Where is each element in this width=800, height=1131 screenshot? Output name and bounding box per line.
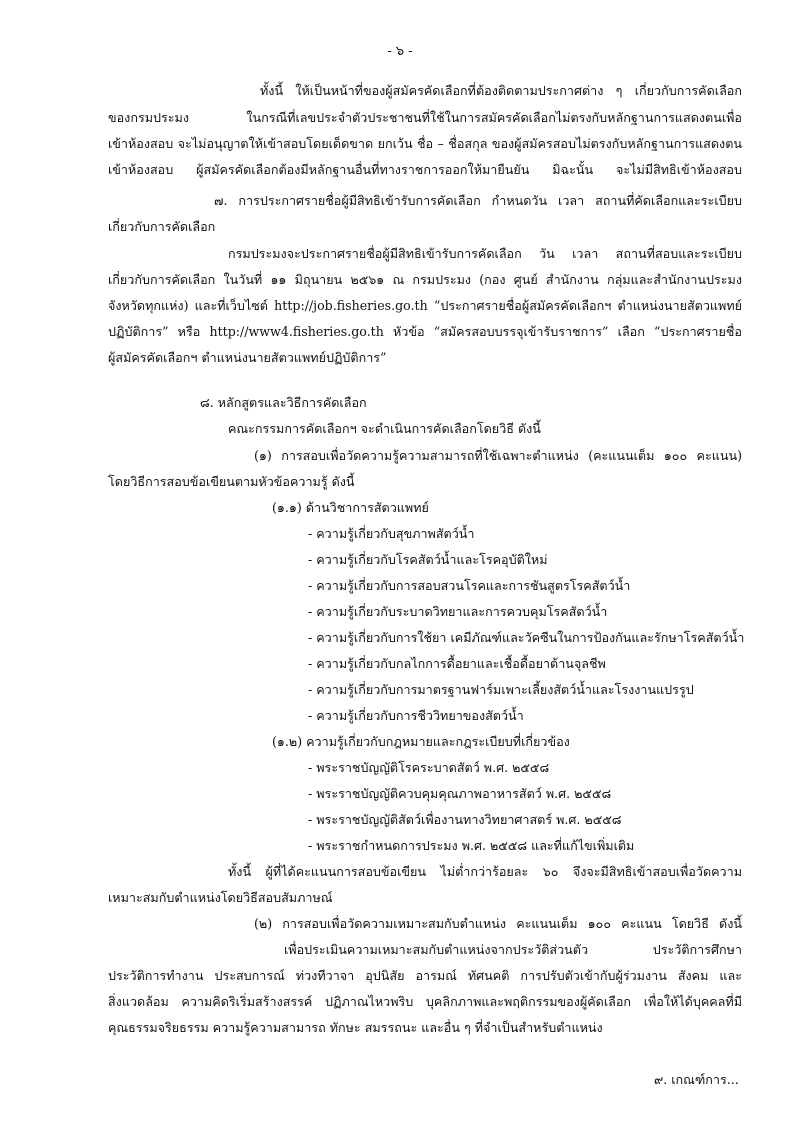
section7-body-line-2: เกี่ยวกับการคัดเลือก ในวันที่ ๑๑ มิถุนายน ๒๕๖๑ ณ กรมประมง (กอง ศูนย์ สำนักงาน กลุ่มและสำนักงานประมง <box>108 272 742 287</box>
part2-line-4: สิ่งแวดล้อม ความคิดริเริ่มสร้างสรรค์ ปฏิภาณไหวพริบ บุคลิกภาพและพฤติกรรมของผู้คัดเลือก เพื่อให้ได้บุคคลที่มี <box>108 994 742 1009</box>
part2-line-1: (๒) การสอบเพื่อวัดความเหมาะสมกับตำแหน่ง คะแนนเต็ม ๑๐๐ คะแนน โดยวิธี ดังนี้ <box>254 916 742 931</box>
section8-heading: ๘. หลักสูตรและวิธีการคัดเลือก <box>200 395 367 410</box>
intro-line-4: เข้าห้องสอบ ผู้สมัครคัดเลือกต้องมีหลักฐานอื่นที่ทางราชการออกให้มายืนยัน มิฉะนั้น จะไม่มีสิทธิเข้าห้องสอบ <box>108 162 742 177</box>
sub1-item: - ความรู้เกี่ยวกับการใช้ยา เคมีภัณฑ์และวัคซีนในการป้องกันและรักษาโรคสัตว์น้ำ <box>308 630 745 645</box>
sub1-item: - ความรู้เกี่ยวกับการชีววิทยาของสัตว์น้ำ <box>308 708 524 723</box>
sub2-item: - พระราชบัญญัติโรคระบาดสัตว์ พ.ศ. ๒๕๕๘ <box>308 760 550 775</box>
part1-line-1: (๑) การสอบเพื่อวัดความรู้ความสามารถที่ใช้เฉพาะตำแหน่ง (คะแนนเต็ม ๑๐๐ คะแนน) <box>254 448 742 463</box>
section7-heading-line-2: เกี่ยวกับการคัดเลือก <box>108 219 216 234</box>
sub2-title: (๑.๒) ความรู้เกี่ยวกับกฎหมายและกฎระเบียบที่เกี่ยวข้อง <box>272 734 570 749</box>
section7-body-line-5: ผู้สมัครคัดเลือกฯ ตำแหน่งนายสัตวแพทย์ปฏิบัติการ” <box>108 350 387 365</box>
part2-line-2: เพื่อประเมินความเหมาะสมกับตำแหน่งจากประวัติส่วนตัว ประวัติการศึกษา <box>284 942 742 957</box>
section8-intro: คณะกรรมการคัดเลือกฯ จะดำเนินการคัดเลือกโดยวิธี ดังนี้ <box>228 421 541 436</box>
part1-note-line-2: เหมาะสมกับตำแหน่งโดยวิธีสอบสัมภาษณ์ <box>108 890 333 905</box>
sub2-item: - พระราชกำหนดการประมง พ.ศ. ๒๕๕๘ และที่แก้ไขเพิ่มเติม <box>308 838 635 853</box>
sub1-item: - ความรู้เกี่ยวกับระบาดวิทยาและการควบคุมโรคสัตว์น้ำ <box>308 604 608 619</box>
intro-line-3: เข้าห้องสอบ จะไม่อนุญาตให้เข้าสอบโดยเด็ดขาด ยกเว้น ชื่อ – ชื่อสกุล ของผู้สมัครสอบไม่ตรงกับหลักฐานการแสดงตน <box>108 136 742 151</box>
sub2-item: - พระราชบัญญัติควบคุมคุณภาพอาหารสัตว์ พ.ศ. ๒๕๕๘ <box>308 786 612 801</box>
sub1-item: - ความรู้เกี่ยวกับโรคสัตว์น้ำและโรคอุบัติใหม่ <box>308 552 548 567</box>
section7-body-line-3: จังหวัดทุกแห่ง) และที่เว็บไซต์ http://job.fisheries.go.th “ประกาศรายชื่อผู้สมัครคัดเลือกฯ ตำแหน่งนายสัตวแพทย์ <box>108 298 742 313</box>
section7-body-line-4: ปฏิบัติการ” หรือ http://www4.fisheries.go.th หัวข้อ “สมัครสอบบรรจุเข้ารับราชการ” เลือก “ประกาศรายชื่อ <box>108 324 742 339</box>
part1-note-line-1: ทั้งนี้ ผู้ที่ได้คะแนนการสอบข้อเขียน ไม่ต่ำกว่าร้อยละ ๖๐ จึงจะมีสิทธิเข้าสอบเพื่อวัดความ <box>228 864 742 879</box>
sub2-item: - พระราชบัญญัติสัตว์เพื่องานทางวิทยาศาสตร์ พ.ศ. ๒๕๕๘ <box>308 812 622 827</box>
sub1-title: (๑.๑) ด้านวิชาการสัตวแพทย์ <box>272 500 429 515</box>
section7-heading-line-1: ๗. การประกาศรายชื่อผู้มีสิทธิเข้ารับการคัดเลือก กำหนดวัน เวลา สถานที่คัดเลือกและระเบียบ <box>214 193 742 208</box>
page-number: - ๖ - <box>387 44 413 59</box>
part1-line-2: โดยวิธีการสอบข้อเขียนตามหัวข้อความรู้ ดังนี้ <box>108 474 355 489</box>
sub1-item: - ความรู้เกี่ยวกับการสอบสวนโรคและการชันสูตรโรคสัตว์น้ำ <box>308 578 631 593</box>
section7-body-line-1: กรมประมงจะประกาศรายชื่อผู้มีสิทธิเข้ารับการคัดเลือก วัน เวลา สถานที่สอบและระเบียบ <box>228 246 742 261</box>
intro-line-2: ของกรมประมง ในกรณีที่เลขประจำตัวประชาชนที่ใช้ในการสมัครคัดเลือกไม่ตรงกับหลักฐานการแสดงตนเพื่อ <box>108 110 742 125</box>
continuation-note: ๙. เกณฑ์การ... <box>654 1072 739 1087</box>
part2-line-3: ประวัติการทำงาน ประสบการณ์ ท่วงทีวาจา อุปนิสัย อารมณ์ ทัศนคติ การปรับตัวเข้ากับผู้ร่วมงาน สังคม และ <box>108 968 742 983</box>
intro-line-1: ทั้งนี้ ให้เป็นหน้าที่ของผู้สมัครคัดเลือกที่ต้องติดตามประกาศต่าง ๆ เกี่ยวกับการคัดเลือก <box>260 83 742 98</box>
sub1-item: - ความรู้เกี่ยวกับกลไกการดื้อยาและเชื้อดื้อยาต้านจุลชีพ <box>308 656 606 671</box>
sub1-item: - ความรู้เกี่ยวกับสุขภาพสัตว์น้ำ <box>308 526 475 541</box>
sub1-item: - ความรู้เกี่ยวกับการมาตรฐานฟาร์มเพาะเลี้ยงสัตว์น้ำและโรงงานแปรรูป <box>308 682 694 697</box>
part2-line-5: คุณธรรมจริยธรรม ความรู้ความสามารถ ทักษะ สมรรถนะ และอื่น ๆ ที่จำเป็นสำหรับตำแหน่ง <box>108 1020 603 1035</box>
